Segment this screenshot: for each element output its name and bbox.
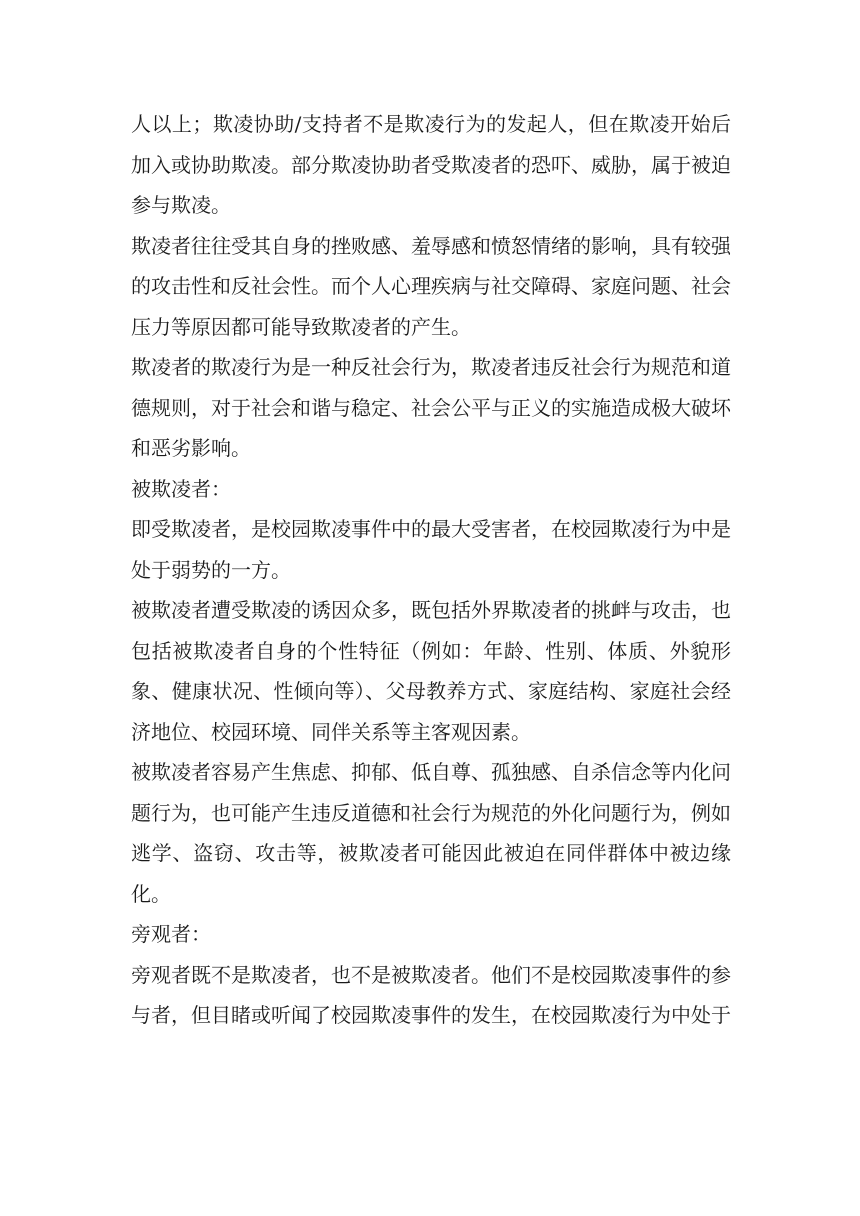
document-body [131, 104, 731, 1036]
heading-victim: 被欺凌者： [131, 476, 231, 501]
paragraph-bully-causes: 欺凌者往往受其自身的挫败感、羞辱感和愤怒情绪的影响，具有较强的攻击性和反社会性。而个人心理疾病与社交障碍、家庭问题、社会压力等原因都可能导致欺凌者的产生。 [131, 233, 731, 339]
paragraph-victim-definition: 即受欺凌者，是校园欺凌事件中的最大受害者，在校园欺凌行为中是处于弱势的一方。 [131, 517, 731, 582]
paragraph-victim-causes: 被欺凌者遭受欺凌的诱因众多，既包括外界欺凌者的挑衅与攻击，也包括被欺凌者自身的个性特征（例如：年龄、性别、体质、外貌形象、健康状况、性倾向等）、父母教养方式、家庭结构、家庭社会经济地位、校园环境、同伴关系等主客观因素。 [131, 598, 731, 744]
paragraph-victim-effects: 被欺凌者容易产生焦虑、抑郁、低自尊、孤独感、自杀信念等内化问题行为，也可能产生违反道德和社会行为规范的外化问题行为，例如逃学、盗窃、攻击等，被欺凌者可能因此被迫在同伴群体中被边缘化。 [131, 760, 731, 906]
paragraph-bystander-definition: 旁观者既不是欺凌者，也不是被欺凌者。他们不是校园欺凌事件的参与者，但目睹或听闻了校园欺凌事件的发生，在校园欺凌行为中处于 [131, 962, 731, 1027]
heading-bystander: 旁观者： [131, 922, 211, 946]
paragraph-bully-assistant: 人以上；欺凌协助/支持者不是欺凌行为的发起人，但在欺凌开始后加入或协助欺凌。部分欺凌协助者受欺凌者的恐吓、威胁，属于被迫参与欺凌。 [131, 112, 731, 217]
paragraph-bully-impact: 欺凌者的欺凌行为是一种反社会行为，欺凌者违反社会行为规范和道德规则，对于社会和谐与稳定、社会公平与正义的实施造成极大破坏和恶劣影响。 [131, 355, 731, 460]
